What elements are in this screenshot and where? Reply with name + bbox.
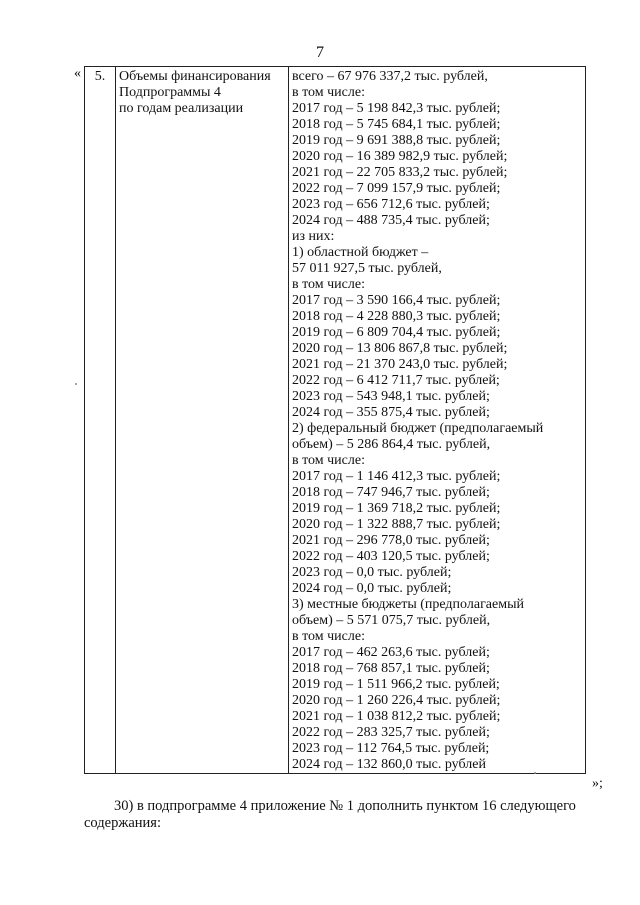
funding-line: 2020 год – 13 806 867,8 тыс. рублей; bbox=[292, 341, 508, 356]
program-passport-table bbox=[84, 66, 586, 774]
row-name-line: по годам реализации bbox=[119, 101, 244, 116]
funding-line: 2024 год – 0,0 тыс. рублей; bbox=[292, 581, 452, 596]
funding-line: 2024 год – 355 875,4 тыс. рублей; bbox=[292, 405, 490, 420]
funding-line: 3) местные бюджеты (предполагаемый bbox=[292, 597, 524, 612]
paragraph-line: 30) в подпрограмме 4 приложение № 1 дополнить пунктом 16 следующего bbox=[114, 798, 576, 814]
row-name-line: Подпрограммы 4 bbox=[119, 85, 221, 100]
funding-line: 2021 год – 21 370 243,0 тыс. рублей; bbox=[292, 357, 508, 372]
funding-line: 2024 год – 488 735,4 тыс. рублей; bbox=[292, 213, 490, 228]
funding-line: 2019 год – 9 691 388,8 тыс. рублей; bbox=[292, 133, 501, 148]
funding-line: в том числе: bbox=[292, 85, 365, 100]
row-name-line: Объемы финансирования bbox=[119, 69, 271, 84]
funding-line: всего – 67 976 337,2 тыс. рублей, bbox=[292, 69, 488, 84]
opening-quote-mark: « bbox=[74, 66, 81, 81]
funding-line: 2021 год – 296 778,0 тыс. рублей; bbox=[292, 533, 490, 548]
funding-line: 2) федеральный бюджет (предполагаемый bbox=[292, 421, 544, 436]
funding-line: 2021 год – 22 705 833,2 тыс. рублей; bbox=[292, 165, 508, 180]
row-value-cell bbox=[289, 67, 586, 774]
funding-line: 2017 год – 1 146 412,3 тыс. рублей; bbox=[292, 469, 501, 484]
funding-line: 2018 год – 747 946,7 тыс. рублей; bbox=[292, 485, 490, 500]
table-row bbox=[85, 67, 586, 774]
paragraph-line: содержания: bbox=[84, 815, 162, 831]
row-number: 5. bbox=[94, 69, 106, 84]
closing-quote-mark: »; bbox=[592, 776, 603, 791]
funding-line: 2023 год – 656 712,6 тыс. рублей; bbox=[292, 197, 490, 212]
funding-line: 2022 год – 6 412 711,7 тыс. рублей; bbox=[292, 373, 500, 388]
scan-speck bbox=[534, 772, 536, 774]
funding-line: 2017 год – 3 590 166,4 тыс. рублей; bbox=[292, 293, 501, 308]
funding-line: 2024 год – 132 860,0 тыс. рублей bbox=[292, 757, 486, 772]
page-number: 7 bbox=[316, 44, 324, 61]
funding-line: 2020 год – 1 260 226,4 тыс. рублей; bbox=[292, 693, 501, 708]
funding-line: 2017 год – 462 263,6 тыс. рублей; bbox=[292, 645, 490, 660]
funding-line: объем) – 5 571 075,7 тыс. рублей, bbox=[292, 613, 491, 628]
scan-speck bbox=[75, 383, 77, 385]
funding-line: 2022 год – 283 325,7 тыс. рублей; bbox=[292, 725, 490, 740]
funding-line: из них: bbox=[292, 229, 335, 244]
funding-line: 2018 год – 5 745 684,1 тыс. рублей; bbox=[292, 117, 501, 132]
funding-line: 2018 год – 768 857,1 тыс. рублей; bbox=[292, 661, 490, 676]
funding-line: в том числе: bbox=[292, 629, 365, 644]
funding-line: 1) областной бюджет – bbox=[292, 245, 429, 260]
funding-line: 2020 год – 16 389 982,9 тыс. рублей; bbox=[292, 149, 508, 164]
funding-line: в том числе: bbox=[292, 453, 365, 468]
funding-line: объем) – 5 286 864,4 тыс. рублей, bbox=[292, 437, 491, 452]
funding-line: 2022 год – 403 120,5 тыс. рублей; bbox=[292, 549, 490, 564]
funding-line: 2019 год – 1 511 966,2 тыс. рублей; bbox=[292, 677, 500, 692]
funding-line: 57 011 927,5 тыс. рублей, bbox=[292, 261, 442, 276]
funding-line: 2023 год – 112 764,5 тыс. рублей; bbox=[292, 741, 490, 756]
funding-line: 2023 год – 0,0 тыс. рублей; bbox=[292, 565, 452, 580]
funding-line: 2018 год – 4 228 880,3 тыс. рублей; bbox=[292, 309, 501, 324]
funding-line: 2017 год – 5 198 842,3 тыс. рублей; bbox=[292, 101, 501, 116]
funding-line: 2019 год – 1 369 718,2 тыс. рублей; bbox=[292, 501, 501, 516]
row-name-cell bbox=[116, 67, 289, 774]
funding-line: 2022 год – 7 099 157,9 тыс. рублей; bbox=[292, 181, 501, 196]
amendment-paragraph bbox=[84, 798, 584, 832]
funding-line: 2021 год – 1 038 812,2 тыс. рублей; bbox=[292, 709, 501, 724]
funding-line: в том числе: bbox=[292, 277, 365, 292]
funding-line: 2019 год – 6 809 704,4 тыс. рублей; bbox=[292, 325, 501, 340]
funding-line: 2023 год – 543 948,1 тыс. рублей; bbox=[292, 389, 490, 404]
funding-line: 2020 год – 1 322 888,7 тыс. рублей; bbox=[292, 517, 501, 532]
row-number-cell bbox=[85, 67, 116, 774]
